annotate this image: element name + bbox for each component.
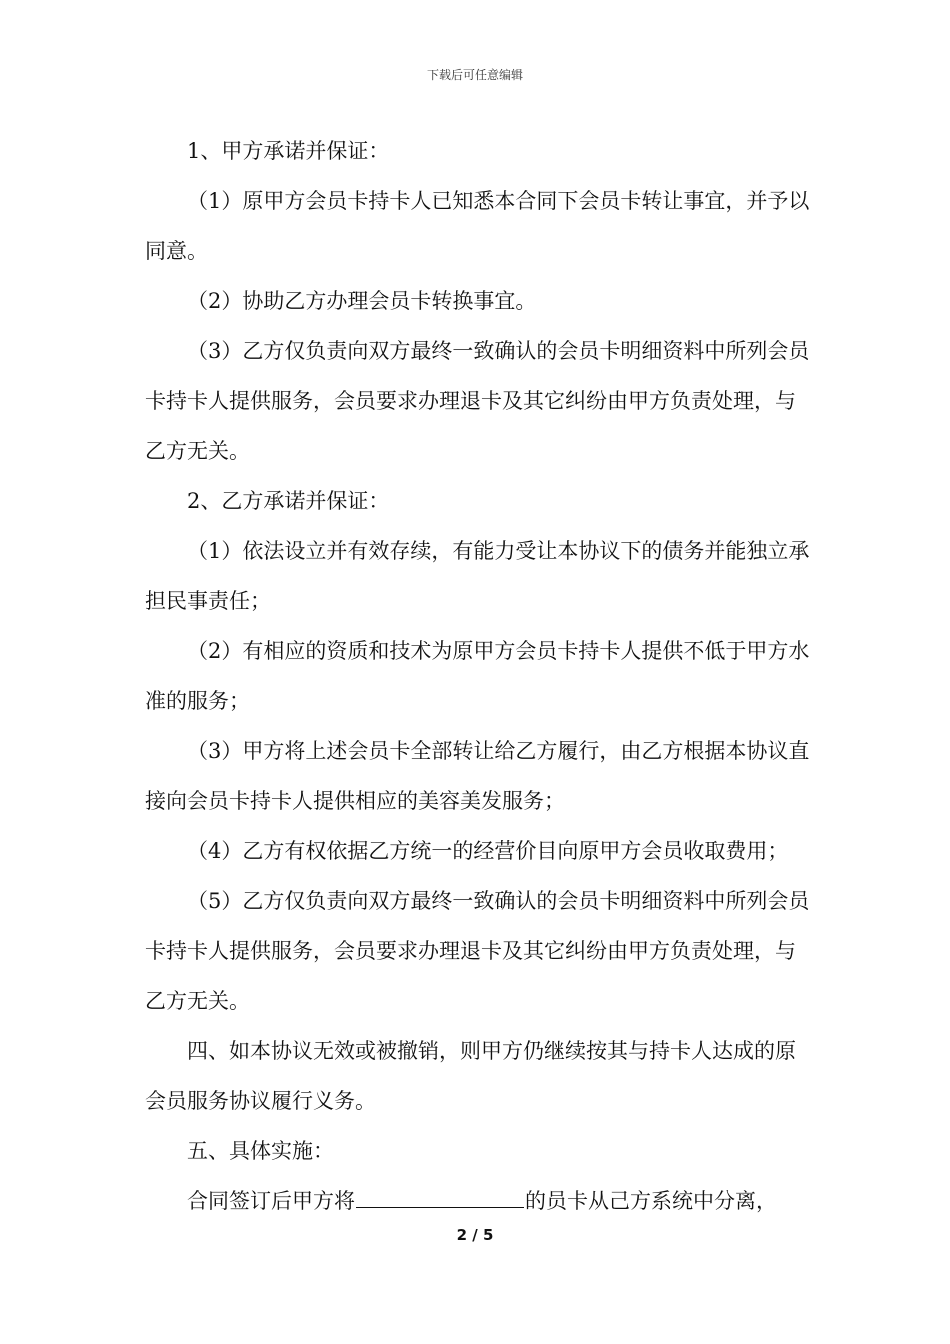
header-note: 下载后可任意编辑 — [426, 68, 523, 82]
paragraph-section-4: 四、如本协议无效或被撤销，则甲方仍继续按其与持卡人达成的原会员服务协议履行义务。 — [145, 1039, 796, 1113]
document-body — [145, 126, 810, 1226]
paragraph-party-b-item-3: （3）甲方将上述会员卡全部转让给乙方履行，由乙方根据本协议直接向会员卡持卡人提供相应的美容美发服务； — [145, 739, 810, 813]
page-number: 2 / 5 — [456, 1226, 494, 1244]
paragraph-party-b-item-4: （4）乙方有权依据乙方统一的经营价目向原甲方会员收取费用； — [187, 839, 789, 863]
paragraph-party-b-item-1: （1）依法设立并有效存续，有能力受让本协议下的债务并能独立承担民事责任； — [145, 539, 810, 613]
implementation-text-after-blank: 的员卡从己方系统中分离， — [525, 1189, 777, 1213]
paragraph-section-5-heading: 五、具体实施： — [187, 1139, 334, 1163]
fill-in-blank-line[interactable] — [356, 1185, 524, 1208]
paragraph-party-a-item-1: （1）原甲方会员卡持卡人已知悉本合同下会员卡转让事宜，并予以同意。 — [145, 189, 810, 263]
paragraph-party-b-commitment-heading: 2、乙方承诺并保证： — [187, 489, 390, 513]
implementation-text-before-blank: 合同签订后甲方将 — [187, 1189, 355, 1213]
paragraph-party-b-item-5: （5）乙方仅负责向双方最终一致确认的会员卡明细资料中所列会员卡持卡人提供服务，会员要求办理退卡及其它纠纷由甲方负责处理，与乙方无关。 — [145, 889, 810, 1013]
paragraph-party-b-item-2: （2）有相应的资质和技术为原甲方会员卡持卡人提供不低于甲方水准的服务； — [145, 639, 810, 713]
paragraph-party-a-commitment-heading: 1、甲方承诺并保证： — [187, 139, 390, 163]
paragraph-implementation — [145, 1176, 810, 1226]
paragraph-party-a-item-3: （3）乙方仅负责向双方最终一致确认的会员卡明细资料中所列会员卡持卡人提供服务，会员要求办理退卡及其它纠纷由甲方负责处理，与乙方无关。 — [145, 339, 810, 463]
paragraph-party-a-item-2: （2）协助乙方办理会员卡转换事宜。 — [187, 289, 537, 313]
